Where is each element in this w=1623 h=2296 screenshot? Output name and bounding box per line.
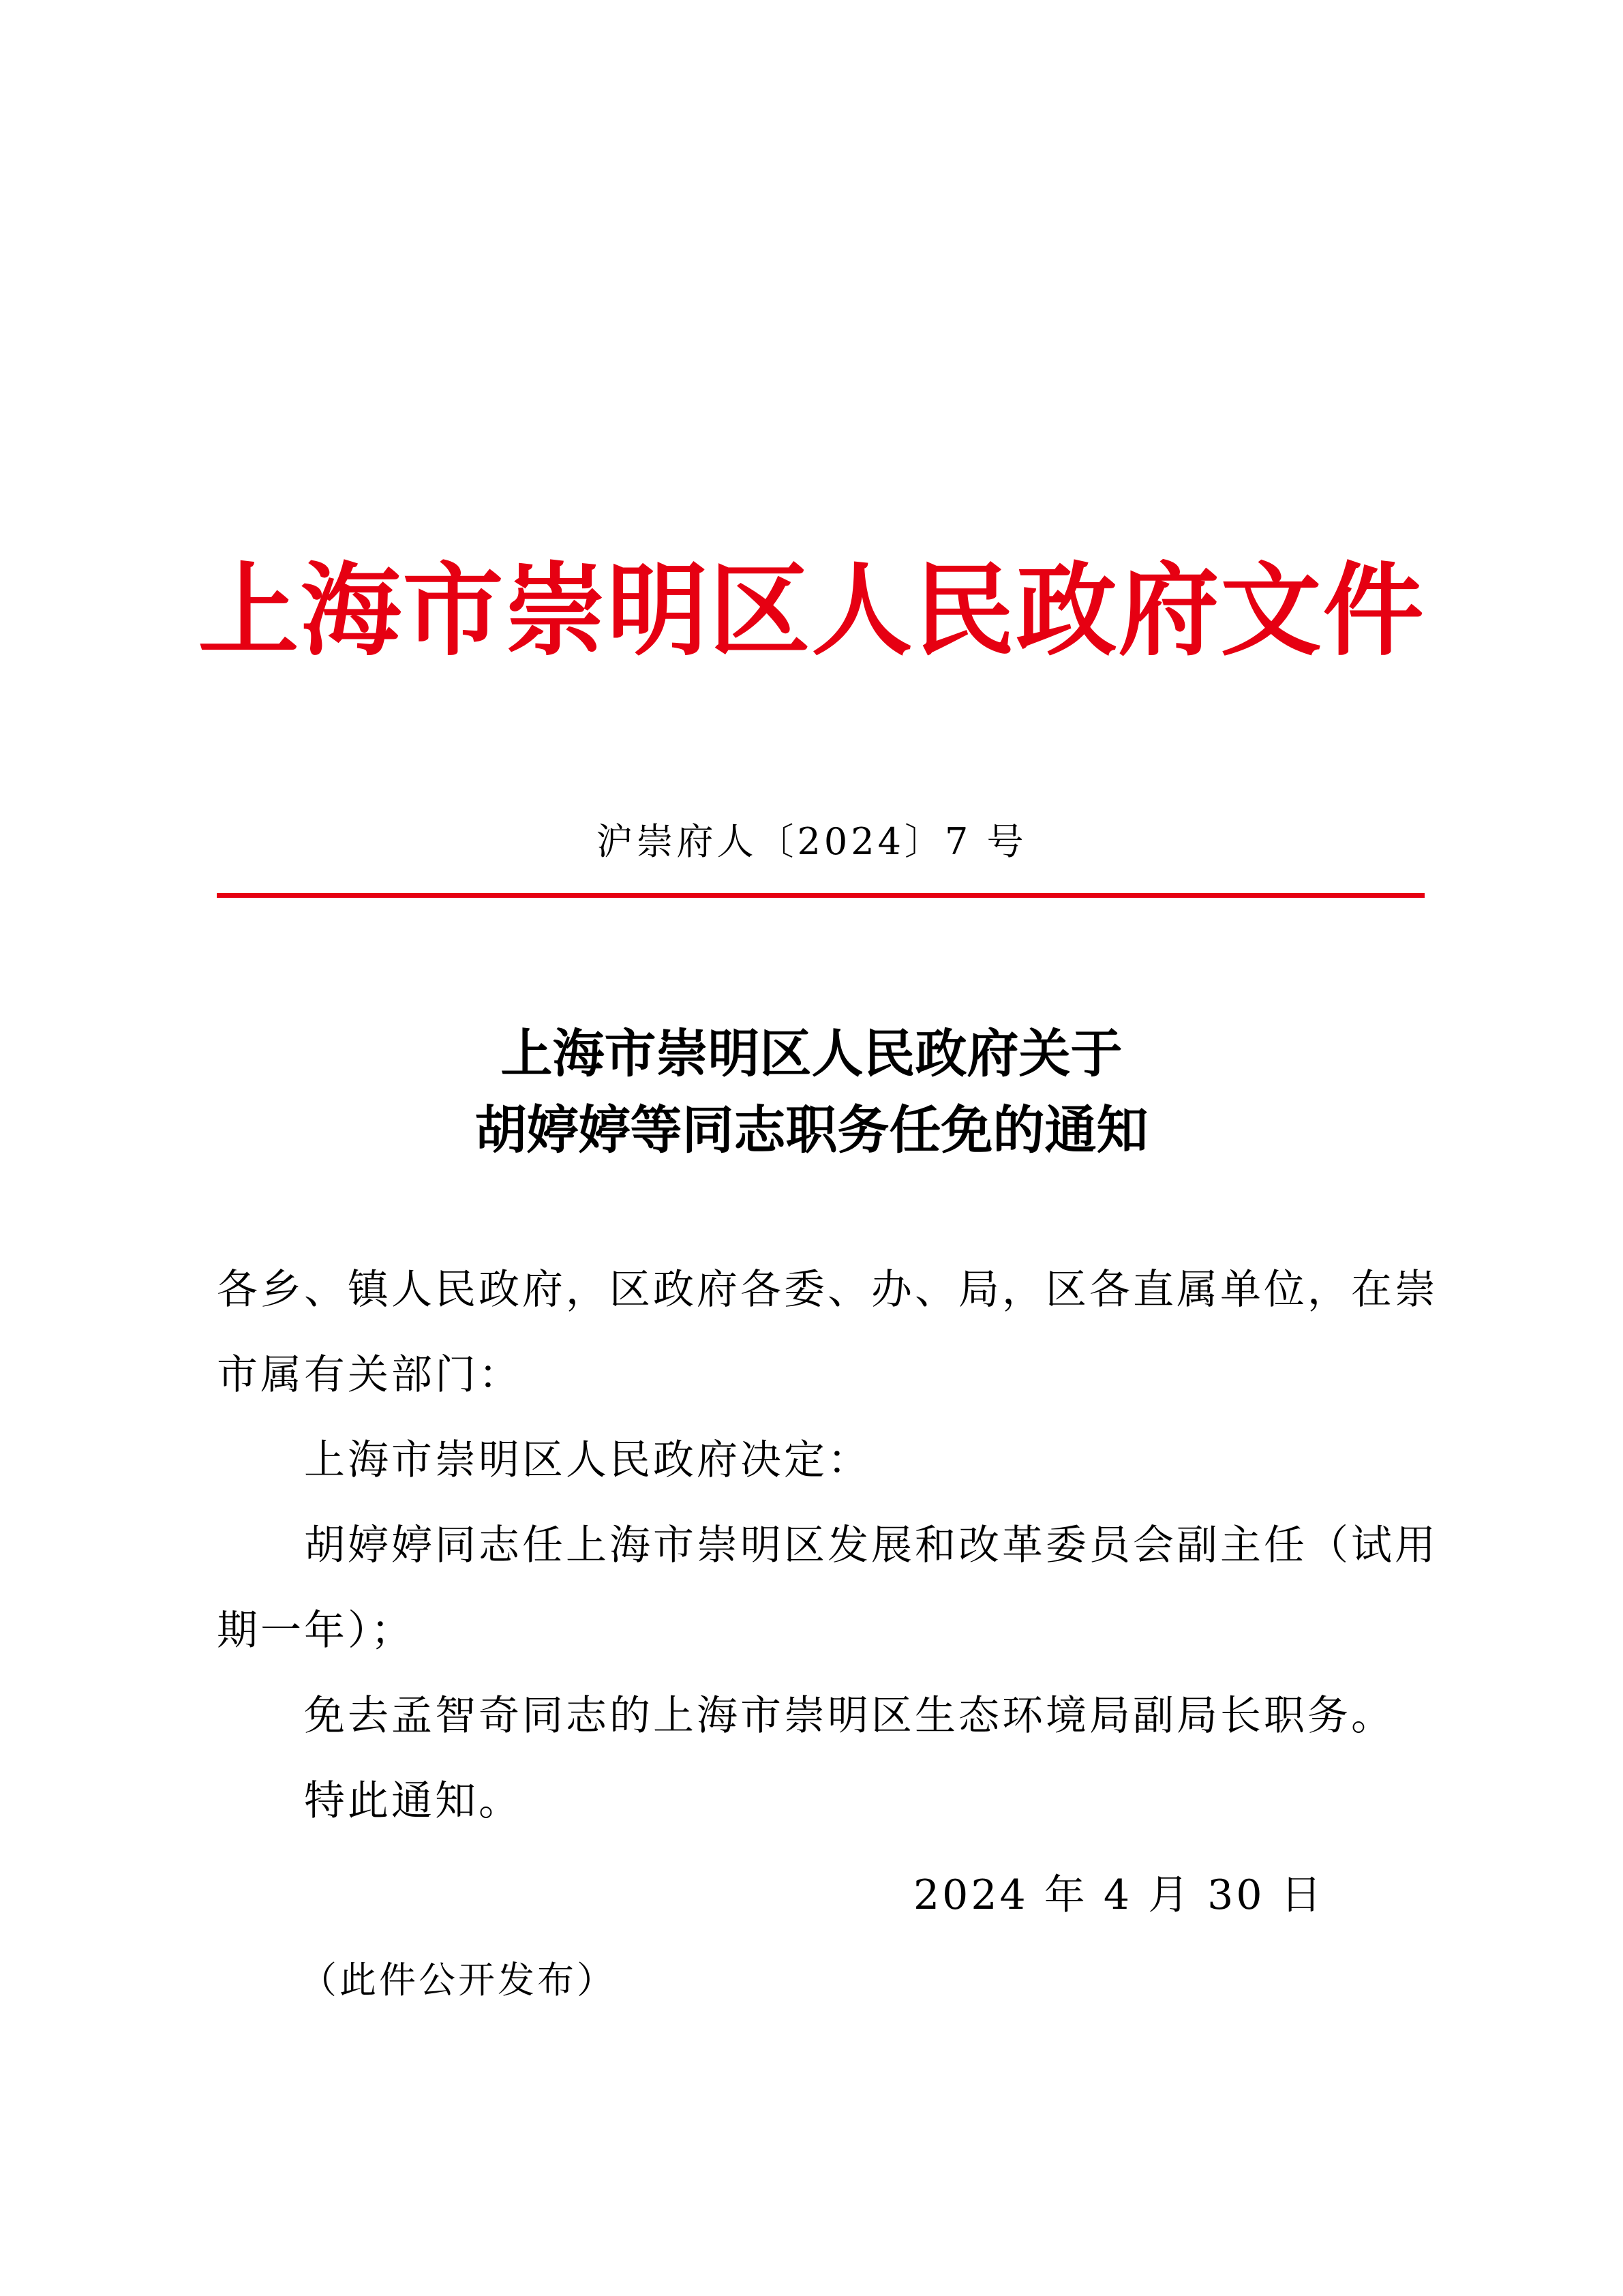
closing-paragraph: 特此通知。 [304, 1777, 522, 1825]
document-number: 沪崇府人〔2024〕7 号 [596, 820, 1027, 863]
dismissal-paragraph: 免去孟智奇同志的上海市崇明区生态环境局副局长职务。 [304, 1692, 1395, 1740]
notice-body [217, 1248, 1438, 1844]
notice-title-line-2: 胡婷婷等同志职务任免的通知 [474, 1100, 1149, 1160]
notice-title-line-1: 上海市崇明区人民政府关于 [500, 1023, 1123, 1084]
notice-title [0, 1016, 1623, 1168]
decision-paragraph: 上海市崇明区人民政府决定： [304, 1436, 871, 1484]
red-divider-line [217, 893, 1425, 898]
appointment-paragraph-line-2: 期一年）； [217, 1607, 414, 1655]
masthead-title: 上海市崇明区人民政府文件 [198, 551, 1425, 669]
issue-date: 2024 年 4 月 30 日 [913, 1871, 1324, 1919]
publication-note: （此件公开发布） [300, 1959, 616, 2002]
recipients-line-1: 各乡、镇人民政府，区政府各委、办、局，区各直属单位，在崇 [217, 1266, 1438, 1314]
appointment-paragraph-line-1: 胡婷婷同志任上海市崇明区发展和改革委员会副主任（试用 [304, 1522, 1438, 1569]
recipients-line-2: 市属有关部门： [217, 1351, 522, 1399]
